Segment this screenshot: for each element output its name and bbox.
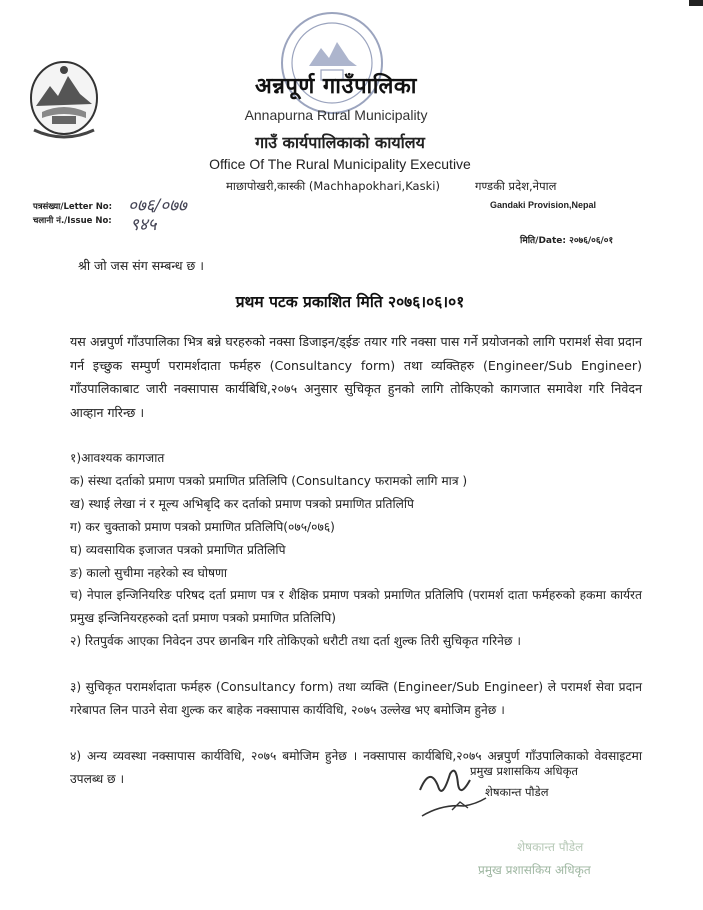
date-line	[520, 233, 613, 246]
municipality-title-nepali: अन्नपूर्ण गाउँपालिका	[255, 74, 417, 99]
list-item: क) संस्था दर्ताको प्रमाण पत्रको प्रमाणित प्रतिलिपि (Consultancy फरामको लागि मात्र )	[70, 474, 468, 488]
date-label: मिति/Date:	[520, 236, 567, 246]
office-title-nepali: गाउँ कार्यपालिकाको कार्यालय	[255, 133, 425, 152]
faded-title-stamp: प्रमुख प्रशासकिय अधिकृत	[478, 863, 591, 877]
office-title-english: Office Of The Rural Municipality Executive	[209, 156, 471, 172]
list-item: ङ) कालो सुचीमा नहरेको स्व घोषणा	[70, 566, 228, 580]
salutation: श्री जो जस संग सम्बन्ध छ ।	[78, 258, 204, 273]
list-item: ३) सुचिकृत परामर्शदाता फर्महरु (Consultancy form) तथा व्यक्ति (Engineer/Sub Engineer) ले परामर्श सेवा प्रदान गरेबापत लिन पाउने सेवा शुल्क कर बाहेक नक्सापास कार्यविधि, २०७५ उल्लेख भए बमोजिम हुनेछ ।	[70, 680, 642, 717]
address: माछापोखरी,कास्की (Machhapokhari,Kaski)	[226, 179, 440, 193]
faded-name-stamp: शेषकान्त पौडेल	[517, 840, 584, 854]
list-item: ४) अन्य व्यवस्था नक्सापास कार्यविधि, २०७५ बमोजिम हुनेछ । नक्सापास कार्यबिधि,२०७५ अन्नपुर्ण गाँउपालिकाको वेवसाइटमा उपलब्ध छ ।	[70, 749, 642, 786]
letter-no-value: ०७६/०७७	[128, 196, 187, 216]
list-item: १)आवश्यक कागजात	[70, 451, 165, 465]
scan-edge-mark	[689, 0, 703, 6]
office-seal-stamp	[277, 8, 387, 118]
letter-no-label: पत्रसंख्या/Letter No:	[33, 202, 113, 212]
issue-no-value: ९४५	[130, 215, 157, 235]
municipality-title-english: Annapurna Rural Municipality	[244, 107, 428, 123]
list-item: ख) स्थाई लेखा नं र मूल्य अभिबृदि कर दर्ताको प्रमाण पत्रको प्रमाणित प्रतिलिपि	[70, 497, 414, 511]
province-nepali: गण्डकी प्रदेश,नेपाल	[475, 179, 557, 193]
date-value: २०७६/०६/०१	[569, 236, 614, 246]
list-item: ग) कर चुक्ताको प्रमाण पत्रको प्रमाणित प्रतिलिपि(०७५/०७६)	[70, 520, 335, 534]
nepal-emblem-icon	[28, 58, 100, 144]
notice-heading: प्रथम पटक प्रकाशित मिति २०७६।०६।०१	[235, 293, 465, 311]
list-item: घ) व्यवसायिक इजाजत पत्रको प्रमाणित प्रतिलिपि	[70, 543, 286, 557]
notice-paragraph: यस अन्नपुर्ण गाँउपालिका भित्र बन्ने घरहरुको नक्सा डिजाइन/ड्ईङ तयार गरि नक्सा पास गर्ने प्रयोजनको लागि परामर्श सेवा प्रदान गर्न इच्छुक सम्पुर्ण परामर्शदाता फर्महरु (Consultancy form) तथा व्यक्तिहरु (Engineer/Sub Engineer) गाँउपालिकाबाट जारी नक्सापास कार्यबिधि,२०७५ अनुसार सुचिकृत हुनको लागि तोकिएको कागजात समावेश गरि निवेदन आव्हान गरिन्छ ।	[70, 334, 642, 420]
list-item: २) रितपुर्वक आएका निवेदन उपर छानबिन गरि तोकिएको धरौटी तथा दर्ता शुल्क तिरी सुचिकृत गरिनेछ ।	[70, 634, 521, 648]
province-english: Gandaki Provision,Nepal	[490, 200, 597, 210]
list-item: च) नेपाल इन्जिनियरिङ परिषद दर्ता प्रमाण पत्र र शैक्षिक प्रमाण पत्रको प्रमाणित प्रतिलिपि (परामर्श दाता फर्महरुको हकमा कार्यरत प्रमुख इन्जिनियरहरुको दर्ता प्रमाण पत्रको प्रमाणित प्रतिलिपि)	[70, 588, 642, 625]
issue-no-label: चलानी नं./Issue No:	[33, 216, 112, 226]
signatory-title: प्रमुख प्रशासकिय अधिकृत	[470, 764, 578, 778]
signatory-name: शेषकान्त पौडेल	[485, 785, 549, 799]
